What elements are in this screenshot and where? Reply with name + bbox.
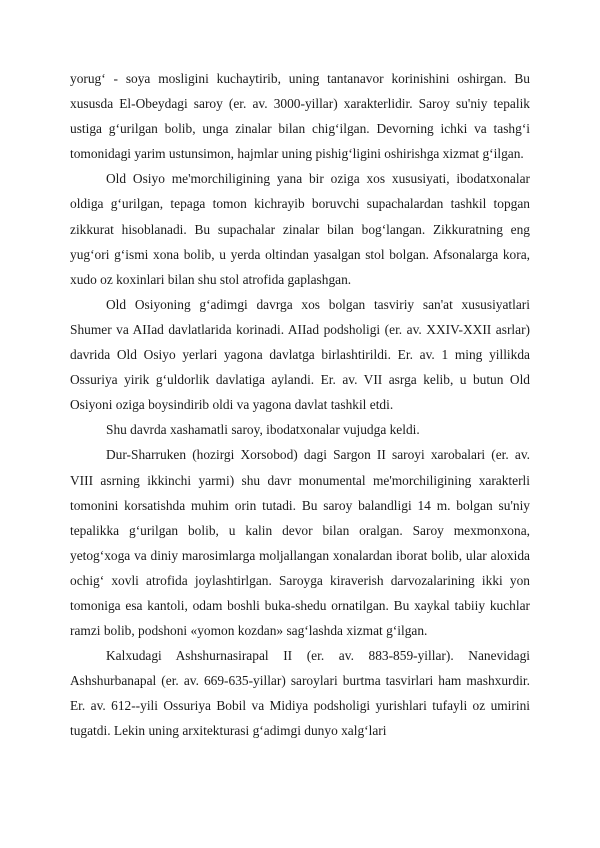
paragraph-palaces-temples: Shu davrda xashamatli saroy, ibodatxonalar vujudga keldi. bbox=[106, 422, 420, 438]
paragraph-sumer-akkad: Old Osiyoning g‘adimgi davrga xos bolgan tasviriy san'at xususiyatlari Shumer va AIIad davlatlarida korinadi. AIIad podsholigi (er. av. XXIV-XXII asrlar) davrida Old Osiyo yerlari yagona davlatga birlashtirildi. Er. av. 1 ming yillikda Ossuriya yirik g‘uldorlik davlatiga aylandi. Er. av. VII asrga kelib, u butun Old Osiyoni oziga boysindirib oldi va yagona davlat tashkil etdi. bbox=[70, 296, 530, 413]
paragraph-continuation: yorug‘ - soya mosligini kuchaytirib, uning tantanavor korinishini oshirgan. Bu xususda El-Obeydagi saroy (er. av. 3000-yillar) xarakterlidir. Saroy su'niy tepalik ustiga g‘urilgan bolib, unga zinalar bilan chig‘ilgan. Devorning ichki va tashg‘i tomonidagi yarim ustunsimon, hajmlar uning pishig‘ligini oshirishga xizmat g‘ilgan. bbox=[70, 71, 530, 162]
paragraph-dur-sharruken: Dur-Sharruken (hozirgi Xorsobod) dagi Sargon II saroyi xarobalari (er. av. VIII asrning ikkinchi yarmi) shu davr monumental me'morchiligining xarakterli tomonini korsatishda muhim orin tutadi. Bu saroy balandligi 14 m. bolgan su'niy tepalikka g‘urilgan bolib, u kalin devor bilan oralgan. Saroy mexmonxona, yetog‘xoga va diniy marosimlarga moljallangan xonalardan iborat bolib, ular aloxida ochig‘ xovli atrofida joylashtirlgan. Saroyga kiraverish darvozalarining ikki yon tomoniga esa kantoli, odam boshli buka-shedu ornatilgan. Bu xaykal tabiiy kuchlar ramzi bolib, podshoni «yomon kozdan» sag‘lashda xizmat g‘ilgan. bbox=[70, 447, 530, 639]
paragraph-kalxu-nineveh: Kalxudagi Ashshurnasirapal II (er. av. 883-859-yillar). Nanevidagi Ashshurbanapal (er. av. 669-635-yillar) saroylari burtma tasvirlari ham mashxurdir. Er. av. 612--yili Ossuriya Bobil va Midiya podsholigi yurishlari tufayli oz umirini tugatdi. Lekin uning arxitekturasi g‘adimgi dunyo xalg‘lari bbox=[70, 648, 530, 739]
body-text bbox=[70, 66, 530, 744]
paragraph-ziggurat: Old Osiyo me'morchiligining yana bir oziga xos xususiyati, ibodatxonalar oldiga g‘urilgan, tepaga tomon kichrayib boruvchi supachalardan tashkil topgan zikkurat hisoblanadi. Bu supachalar zinalar bilan bog‘langan. Zikkuratning eng yug‘ori g‘ismi xona bolib, u yerda oltindan yasalgan stol bolgan. Afsonalarga kora, xudo oz koxinlari bilan shu stol atrofida gaplashgan. bbox=[70, 171, 530, 287]
